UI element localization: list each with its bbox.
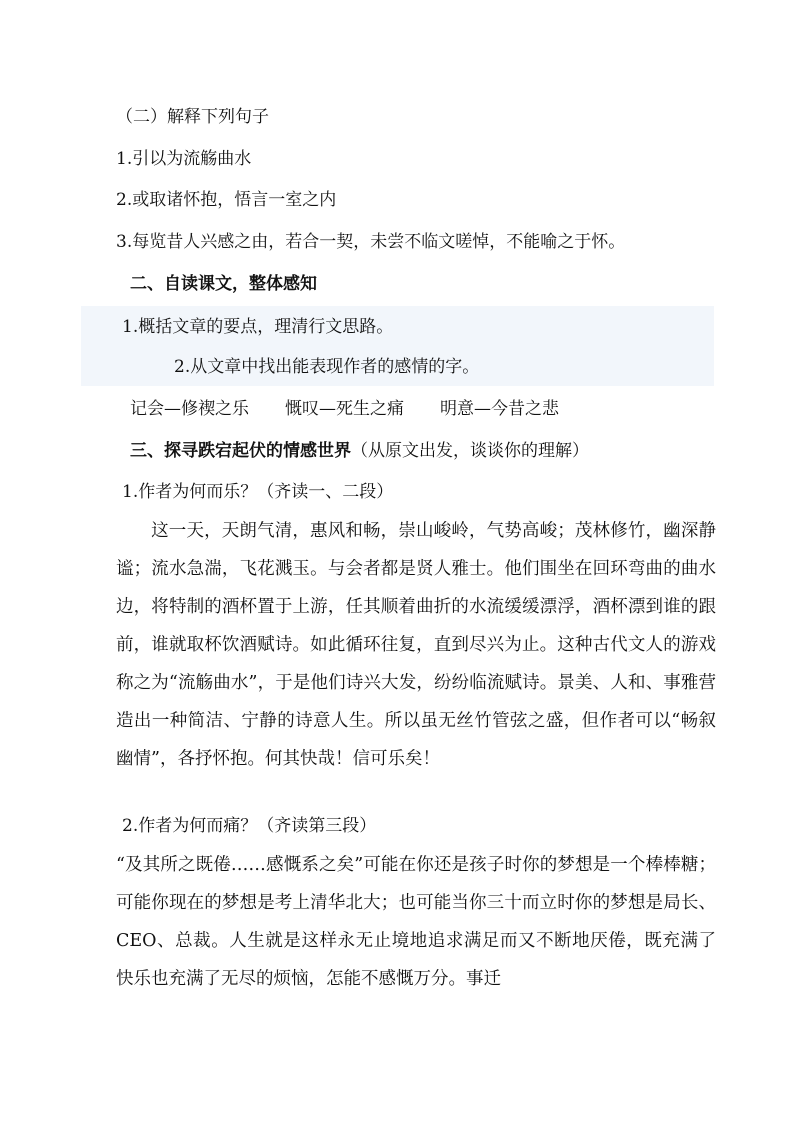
summary-item: 记会—修禊之乐 bbox=[130, 399, 249, 419]
summary-item: 慨叹—死生之痛 bbox=[285, 399, 404, 419]
part3-heading: 三、探寻跌宕起伏的情感世界 bbox=[130, 441, 351, 461]
question-2: 2.作者为何而痛？（齐读第三段） bbox=[122, 816, 377, 836]
task-item: 1.概括文章的要点，理清行文思路。 bbox=[122, 317, 394, 337]
sentence-item: 1.引以为流觞曲水 bbox=[116, 149, 252, 169]
summary-item: 明意—今昔之悲 bbox=[440, 399, 559, 419]
summary-line bbox=[130, 398, 559, 420]
answer-1-paragraph bbox=[116, 512, 716, 778]
part2-heading: 二、自读课文，整体感知 bbox=[130, 274, 317, 294]
answer-2-text: “及其所之既倦……感慨系之矣”可能在你还是孩子时你的梦想是一个棒棒糖；可能你现在的梦想是考上清华北大；也可能当你三十而立时你的梦想是局长、CEO、总裁。人生就是这样永无止境地追求满足而又不断地厌倦，既充满了快乐也充满了无尽的烦恼，怎能不感慨万分。事迁 bbox=[116, 855, 716, 989]
sentence-item: 2.或取诸怀抱，悟言一室之内 bbox=[116, 190, 337, 210]
part3-heading-note: （从原文出发，谈谈你的理解） bbox=[351, 441, 589, 461]
task-item: 2.从文章中找出能表现作者的感情的字。 bbox=[174, 357, 480, 377]
answer-1-text: 这一天，天朗气清，惠风和畅，崇山峻岭，气势高峻；茂林修竹，幽深静谧；流水急湍，飞花溅玉。与会者都是贤人雅士。他们围坐在回环弯曲的曲水边，将特制的酒杯置于上游，任其顺着曲折的水流缓缓漂浮，酒杯漂到谁的跟前，谁就取杯饮酒赋诗。如此循环往复，直到尽兴为止。这种古代文人的游戏称之为“流觞曲水”，于是他们诗兴大发，纷纷临流赋诗。景美、人和、事雅营造出一种简洁、宁静的诗意人生。所以虽无丝竹管弦之盛，但作者可以“畅叙幽情”，各抒怀抱。何其快哉！信可乐矣！ bbox=[116, 521, 716, 769]
answer-2-paragraph bbox=[116, 846, 716, 998]
question-1: 1.作者为何而乐？（齐读一、二段） bbox=[122, 482, 394, 502]
section-two-header: （二）解释下列句子 bbox=[116, 107, 269, 127]
part3-heading-line bbox=[130, 440, 589, 462]
sentence-item: 3.每览昔人兴感之由，若合一契，未尝不临文嗟悼，不能喻之于怀。 bbox=[116, 232, 626, 252]
